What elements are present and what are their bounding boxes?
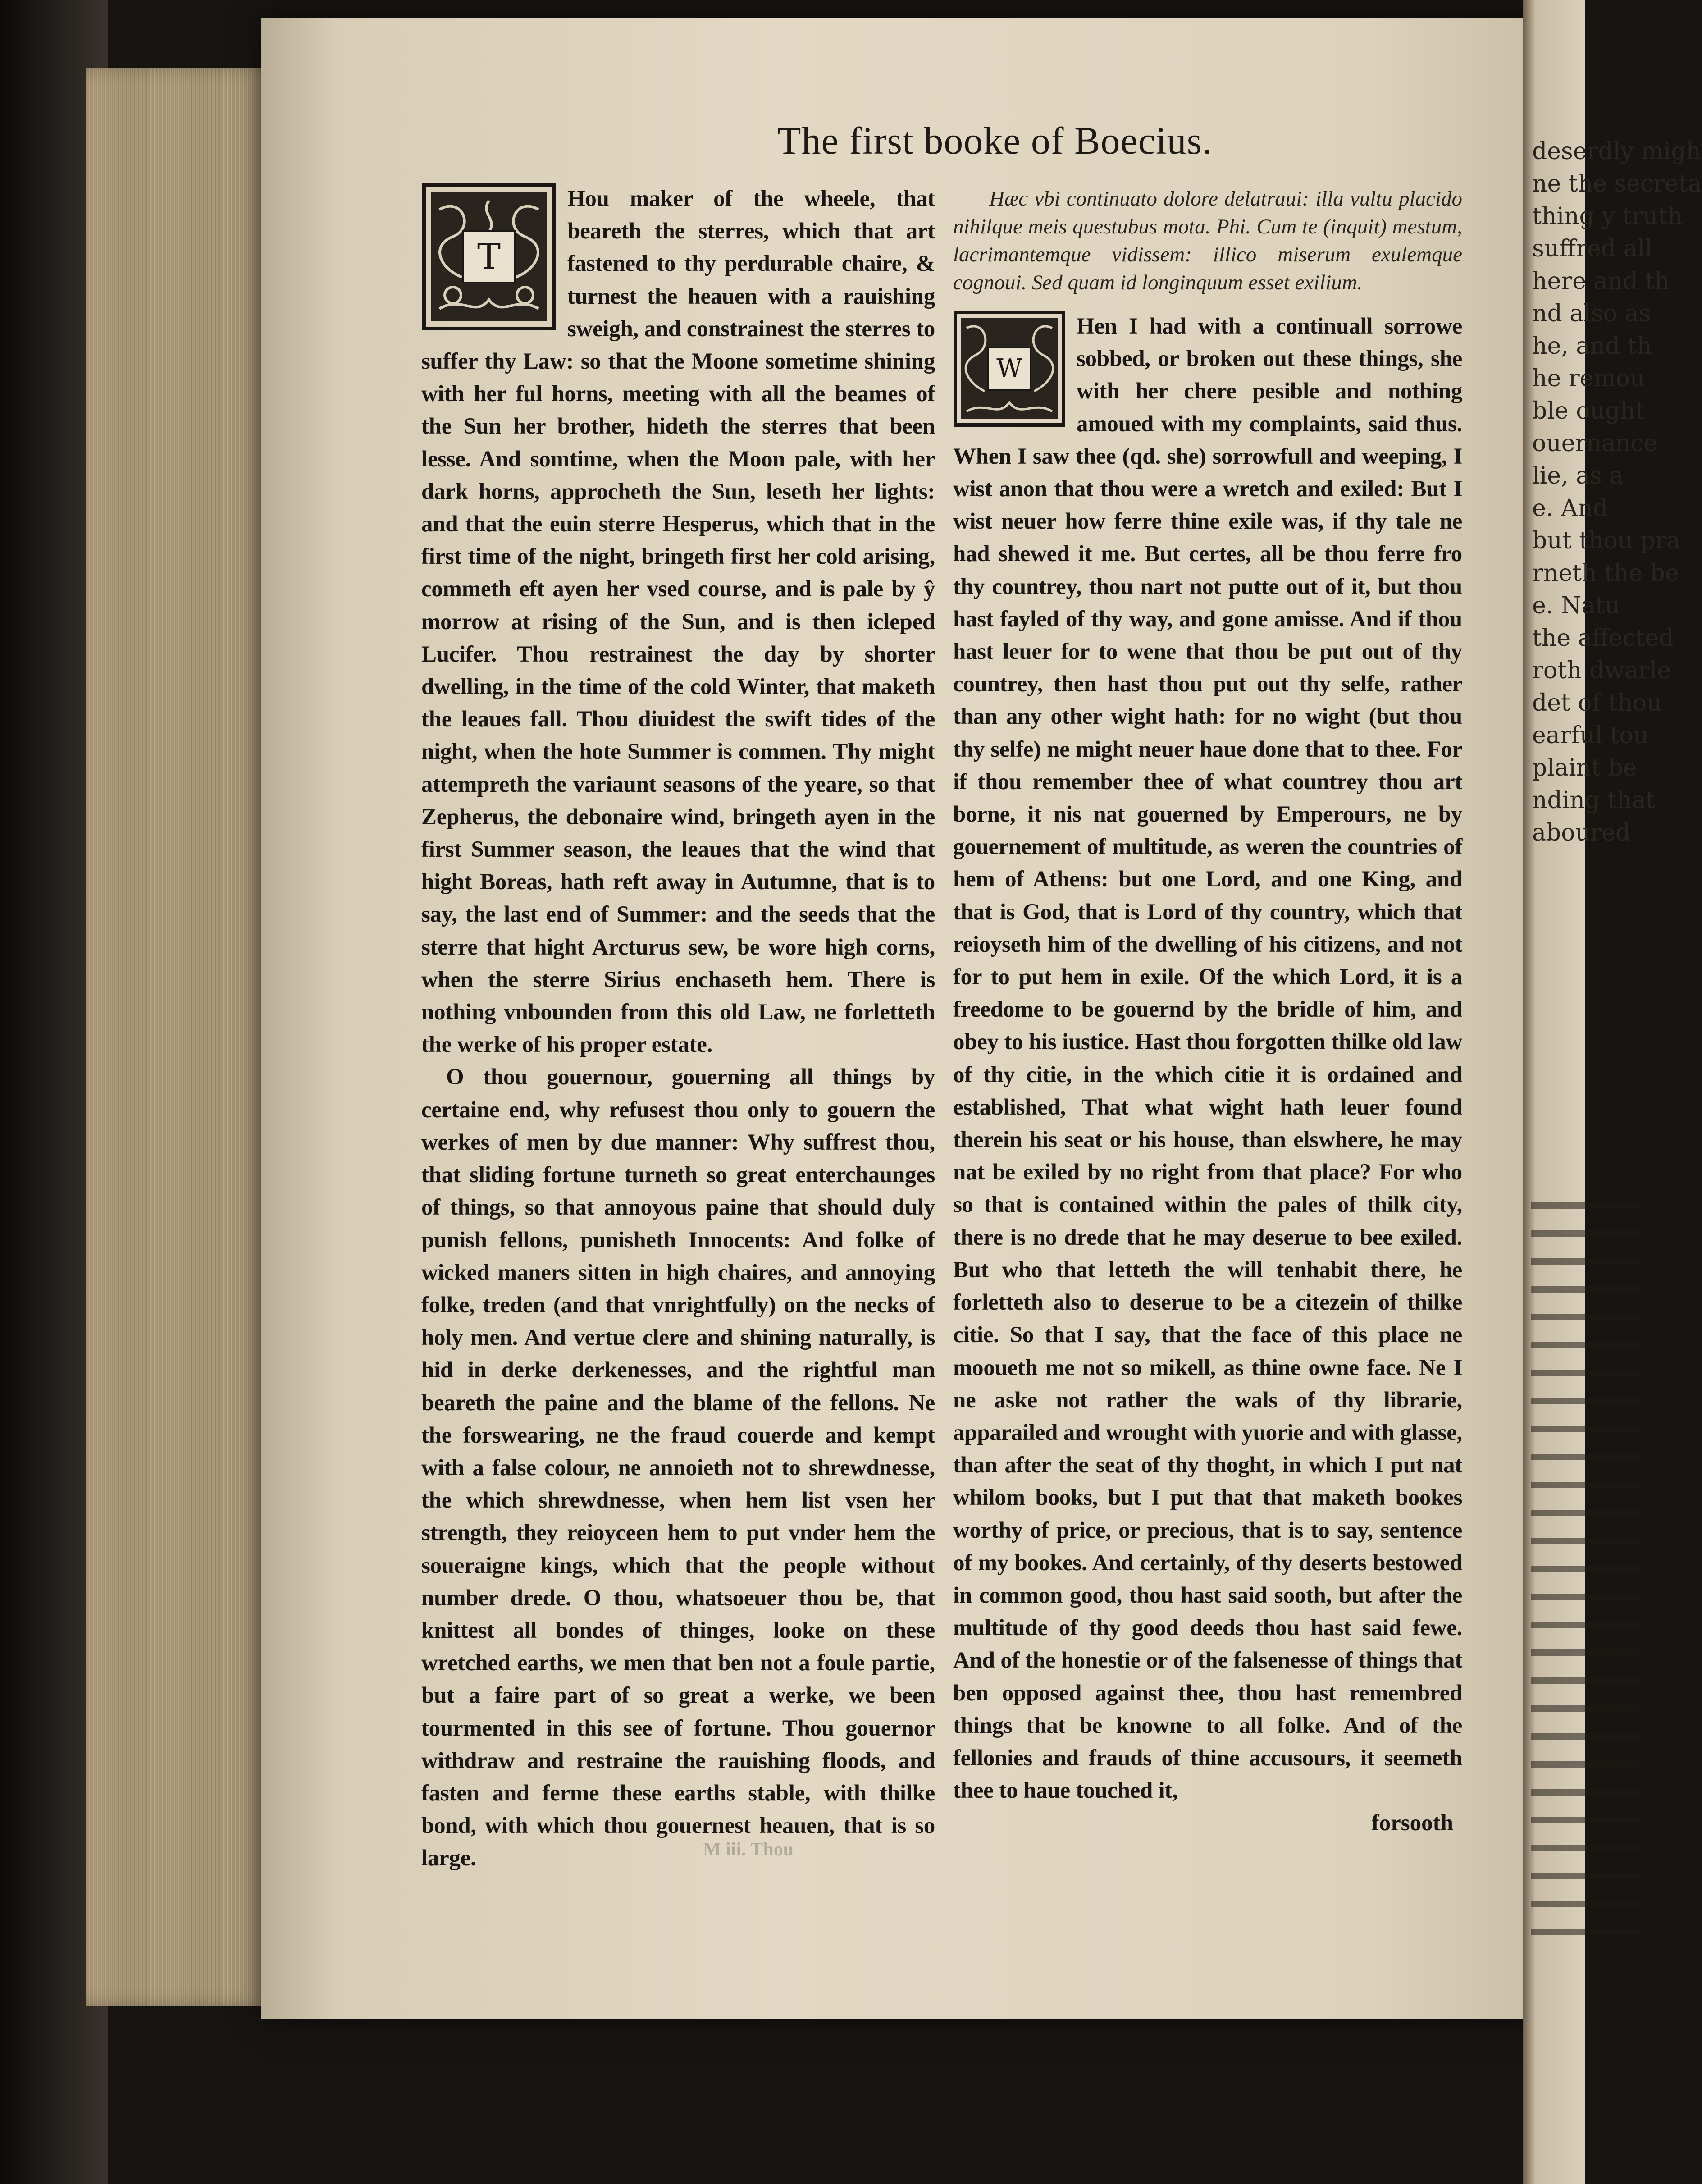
next-page-fragment: plaint be <box>1532 754 1637 781</box>
next-page-fragment: thing y truth <box>1532 203 1683 230</box>
next-page-fragment: e. And <box>1532 495 1608 522</box>
next-page-fragment: ne the secreta <box>1532 170 1702 197</box>
initial-letter: T <box>462 230 516 283</box>
next-page-fragment: here and th <box>1532 268 1670 295</box>
next-page-fragment: lie, as a <box>1532 462 1624 489</box>
next-page-fragment: he, and th <box>1532 333 1652 360</box>
paragraph: O thou gouernour, gouerning all things by certaine end, why refusest thou only to gouern the werkes of men by due manner: Why suffrest thou, that sliding fortune turneth so great enterchaunges of things, so that annoyous paine that should duly punish fellons, punisheth Innocents: And folke of wicked maners sitten in high chaires, and annoying folke, treden (and that vnrightfully) on the necks of holy men. And vertue clere and shining naturally, is hid in derke derkenesses, and the rightful man beareth the paine and the blame of the fellons. Ne the forswearing, ne the fraud couerde and kempt with a false colour, ne annoieth not to shrewdnesse, the which shrewdnesse, when hem list vsen her strength, they reioyceen hem to put vnder hem the soueraigne kings, which that the people without number drede. O thou, whatsoeuer thou be, that knittest all bondes of thinges, looke on these wretched earths, we men that ben not a foule partie, but a faire part of so great a werke, we been tourmented in this see of fortune. Thou gouernor withdraw and restraine the rauishing floods, and fasten and ferme these earths stable, with thilke bond, with which thou gouernest heauen, that is so large. <box>421 1065 935 1871</box>
catchword: forsooth <box>1371 1810 1453 1836</box>
next-page-fragment: e. Natu <box>1532 592 1620 619</box>
next-page-fragment: rneth the be <box>1532 560 1679 587</box>
paragraph: Hen I had with a continuall sorrowe sobbed, or broken out these things, she with her chere pesible and nothing amoued with my complaints, said thus. When I saw thee (qd. she) sorrowfull and weeping, I wist anon that thou were a wretch and exiled: But I wist neuer how ferre thine exile was, if thy tale ne had shewed it me. But certes, all be thou ferre fro thy countrey, thou nart not putte out of it, but thou hast fayled of thy way, and gone amisse. And if thou hast leuer for to wene that thou be put out of thy countrey, then hast thou put out thy selfe, rather than any other wight hath: for no wight (but thou thy selfe) ne might neuer haue done that to thee. For if thou remember thee of what countrey thou art borne, it nis nat gouerned by Emperours, ne by gouernement of multitude, as weren the countries of hem of Athens: but one Lord, and one King, and that is God, that is Lord of thy country, which that reioyseth him of the dwelling of his citizens, and not for to put hem in exile. Of the which Lord, it is a freedome to be gouernd by the bridle of him, and obey to his iustice. Hast thou forgotten thilke old law of thy citie, in the which citie it is ordained and established, That what wight hath leuer found therein his seat or his house, than elswhere, he may nat be exiled by no right from that place? For who so that is contained within the pales of thilk city, there is no drede that he may deserue to bee exiled. But who that letteth the will tenhabit there, he forletteth also to deserue to be a citezein of thilke citie. So that I say, that the face of this place ne mooueth me not so mikell, as thine owne face. Ne I ne aske not rather the wals of thy librarie, apparailed and wrought with yuorie and with glasse, than after the seat of thy thoght, in which I put nat whilom books, but I put that that maketh bookes worthy of price, or precious, that is to say, sentence of my bookes. And certainly, of thy deserts bestowed in common good, thou hast said sooth, but after the multitude of thy good deeds thou hast said fewe. And of the honestie or of the falsenesse of things that ben opposed against thee, thou hast remembred things that be knowne to all folke. And of the fellonies and frauds of thine accusours, it seemeth thee to haue touched it, <box>953 314 1462 1804</box>
next-page-fragment: earful tou <box>1532 722 1649 749</box>
initial-letter: W <box>987 347 1031 391</box>
next-page-fragment: roth dwarle <box>1532 657 1671 684</box>
next-page-fragment: deserdly migh <box>1532 138 1701 165</box>
next-page-fragment: he remou <box>1532 365 1645 392</box>
running-title: The first booke of Boecius. <box>777 119 1213 162</box>
next-page-fragment: nding that <box>1532 787 1655 814</box>
next-page-fragment: ouernance <box>1532 430 1658 457</box>
next-page-fragment: nd also as <box>1532 300 1651 327</box>
next-page-fragment: ble ought <box>1532 398 1645 425</box>
next-page-fragments <box>1532 135 1702 849</box>
next-page-fragment: aboured <box>1532 819 1631 846</box>
next-page-text-block <box>1531 1181 1639 1947</box>
next-page-fragment: but thou pra <box>1532 527 1681 554</box>
right-column <box>953 185 1462 1951</box>
latin-prose: Hæc vbi continuato dolore delatraui: illa vultu placido nihilque meis questubus mota. Phi. Cum te (inquit) mestum, lacrimantemque vidissem: illico miserum exulemque cognoui. Sed quam id longinquum esset exilium. <box>953 187 1462 294</box>
next-page-fragment: det of thou <box>1532 690 1662 717</box>
paragraph: Hou maker of the wheele, that beareth the sterres, which that art fastened to thy perdurable chaire, & turnest the heauen with a rauishing sweigh, and constrainest the sterres to suffer thy Law: so that the Moone sometime shining with her ful horns, meeting with all the beames of the Sun her brother, hideth the sterres that been lesse. And somtime, when the Moon pale, with her dark horns, approcheth the Sun, leseth her lights: and that the euin sterre Hesperus, which that in the first time of the night, bringeth first her cold arising, commeth eft ayen her vsed course, and is pale by ŷ morrow at rising of the Sun, and is then icleped Lucifer. Thou restrainest the day by shorter dwelling, in the time of the cold Winter, that maketh the leaues fall. Thou diuidest the swift tides of the night, when the hote Summer is commen. Thy might attempreth the variaunt seasons of the yeare, so that Zepherus, the debonaire wind, bringeth ayen in the first Summer season, the leaues that the wind that hight Boreas, hath reft away in Autumne, that is to say, the last end of Summer: and the seeds that the sterre that hight Arcturus sew, be wore high corns, when the sterre Sirius enchaseth hem. There is nothing vnbounden from this old Law, ne forletteth the werke of his proper estate. <box>421 186 935 1058</box>
left-column <box>421 183 935 1931</box>
decorated-initial-w <box>953 310 1066 427</box>
next-page-fragment: suffred all <box>1532 235 1652 262</box>
decorated-initial-t <box>421 183 557 331</box>
next-page-fragment: the affected <box>1532 625 1674 652</box>
next-page-edge <box>1523 0 1702 2184</box>
show-through-signature: M iii. Thou <box>703 1839 794 1860</box>
page-block-edges <box>86 68 275 2006</box>
